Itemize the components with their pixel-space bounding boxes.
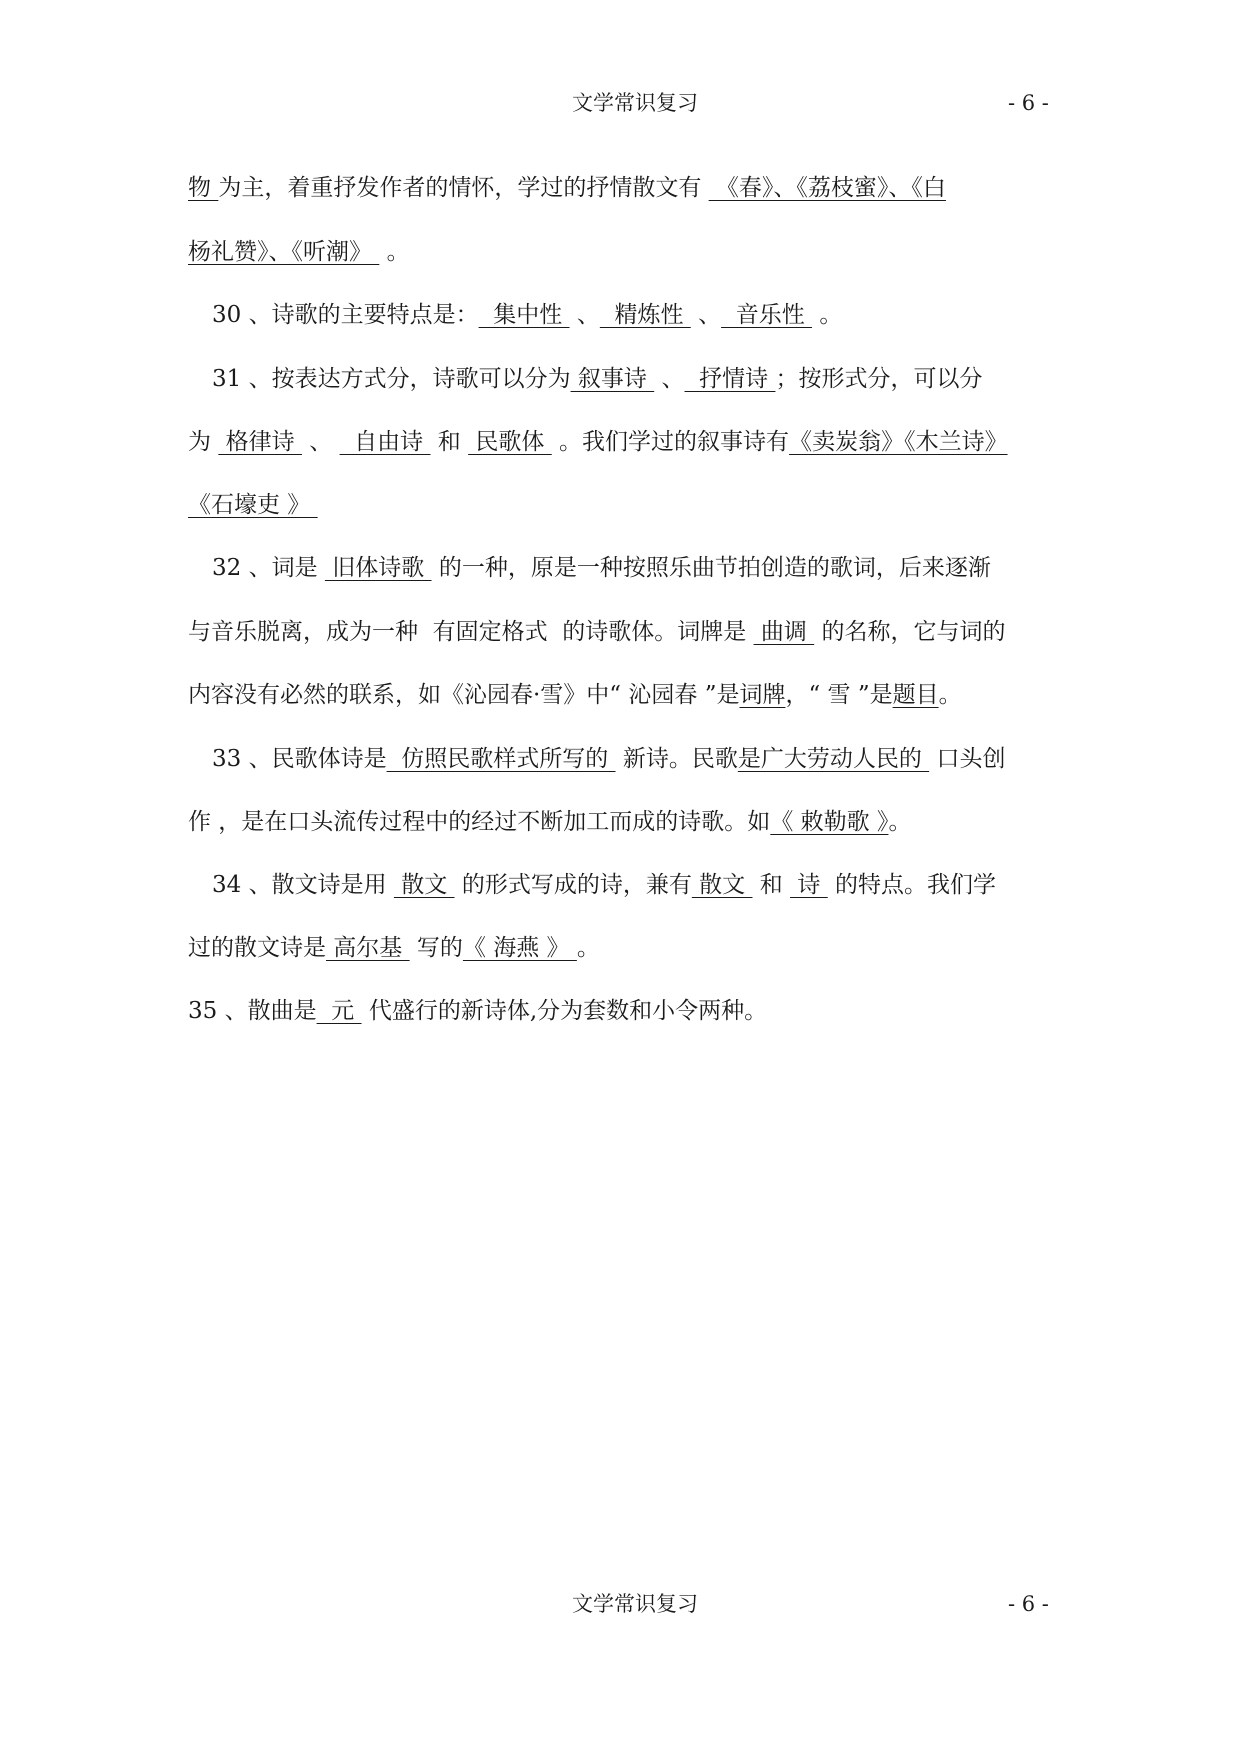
text-line (212, 299, 842, 331)
answer-blank: 题目 (892, 682, 939, 708)
text-line (188, 426, 1008, 458)
text-segment: 过的散文诗是 (188, 935, 326, 961)
answer-blank: 高尔基 (326, 935, 410, 961)
text-segment: 、 (654, 366, 685, 392)
text-line (188, 679, 962, 711)
text-segment: 32 、词是 (212, 555, 325, 581)
answer-blank: 精炼性 (599, 302, 691, 328)
text-line (212, 552, 991, 584)
answer-blank: 叙事诗 (570, 366, 655, 392)
text-line (188, 489, 318, 521)
text-line (188, 806, 911, 838)
answer-blank: 民歌体 (468, 429, 552, 455)
text-segment: 的一种，原是一种按照乐曲节拍创造的歌词，后来逐渐 (431, 555, 991, 581)
text-segment: 和 (430, 429, 469, 455)
text-segment: 31 、按表达方式分，诗歌可以分为 (212, 366, 571, 392)
text-line (188, 616, 1006, 648)
answer-blank: 自由诗 (339, 429, 431, 455)
footer-page-number: - 6 - (1008, 1592, 1049, 1616)
text-segment: 为 (188, 429, 219, 455)
answer-blank: 词牌 (739, 682, 786, 708)
answer-blank: 元 (316, 998, 362, 1024)
answer-blank: 格律诗 (218, 429, 302, 455)
text-line (188, 995, 767, 1027)
answer-blank: 仿照民歌样式所写的 (386, 746, 616, 772)
text-line (188, 236, 410, 268)
text-segment: 写的 (409, 935, 463, 961)
text-segment: 35 、散曲是 (188, 998, 317, 1024)
header-title: 文学常识复习 (572, 91, 698, 115)
text-line (188, 172, 946, 204)
text-segment: 、 (301, 429, 340, 455)
text-segment: 与音乐脱离，成为一种 有固定格式 的诗歌体。词牌是 (188, 619, 754, 645)
text-segment: 。 (379, 239, 410, 265)
text-line (188, 932, 600, 964)
footer-title: 文学常识复习 (572, 1592, 698, 1616)
answer-blank: 是广大劳动人民的 (737, 746, 930, 772)
text-segment: 的名称，它与词的 (814, 619, 1006, 645)
answer-blank: 《春》、《荔枝蜜》、《白 (708, 175, 946, 201)
text-line (212, 363, 982, 395)
answer-blank: 《 敕勒歌 》 (770, 809, 889, 835)
text-segment: 内容没有必然的联系，如《沁园春·雪》中“ 沁园春 ”是 (188, 682, 740, 708)
answer-blank: 抒情诗 (684, 366, 776, 392)
answer-blank: 音乐性 (721, 302, 813, 328)
answer-blank: 集中性 (478, 302, 570, 328)
answer-blank: 散文 (393, 872, 455, 898)
text-segment: 。 (576, 935, 600, 961)
text-segment: 30 、诗歌的主要特点是： (212, 302, 479, 328)
text-segment: 和 (752, 872, 791, 898)
answer-blank: 散文 (691, 872, 753, 898)
text-segment: 作 ，是在口头流传过程中的经过不断加工而成的诗歌。如 (188, 809, 771, 835)
answer-blank: 杨礼赞》、《听潮》 (188, 239, 380, 265)
answer-blank: 《 海燕 》 (462, 935, 577, 961)
text-line (212, 743, 1005, 775)
text-segment: 口头创 (929, 746, 1006, 772)
text-segment: ，“ 雪 ”是 (785, 682, 893, 708)
answer-blank: 物 (188, 175, 219, 201)
text-segment: 、 (690, 302, 722, 328)
header-page-number: - 6 - (1008, 91, 1049, 115)
text-segment: 的特点。我们学 (827, 872, 997, 898)
text-line (212, 869, 996, 901)
answer-blank: 《卖炭翁》《木兰诗》 (789, 429, 1008, 455)
answer-blank: 《石壕吏 》 (188, 492, 318, 518)
text-segment: 33 、民歌体诗是 (212, 746, 387, 772)
text-segment: 新诗。民歌 (615, 746, 738, 772)
text-segment: 34 、散文诗是用 (212, 872, 394, 898)
text-segment: 。我们学过的叙事诗有 (551, 429, 790, 455)
text-segment: 为主，着重抒发作者的情怀，学过的抒情散文有 (218, 175, 709, 201)
text-segment: 代盛行的新诗体,分为套数和小令两种。 (361, 998, 768, 1024)
text-segment: 的形式写成的诗，兼有 (454, 872, 692, 898)
text-segment: 、 (569, 302, 600, 328)
answer-blank: 曲调 (753, 619, 815, 645)
text-segment: 。 (938, 682, 962, 708)
text-segment: 。 (812, 302, 843, 328)
answer-blank: 旧体诗歌 (324, 555, 432, 581)
answer-blank: 诗 (790, 872, 828, 898)
text-segment: 。 (888, 809, 912, 835)
text-segment: ；按形式分，可以分 (775, 366, 983, 392)
